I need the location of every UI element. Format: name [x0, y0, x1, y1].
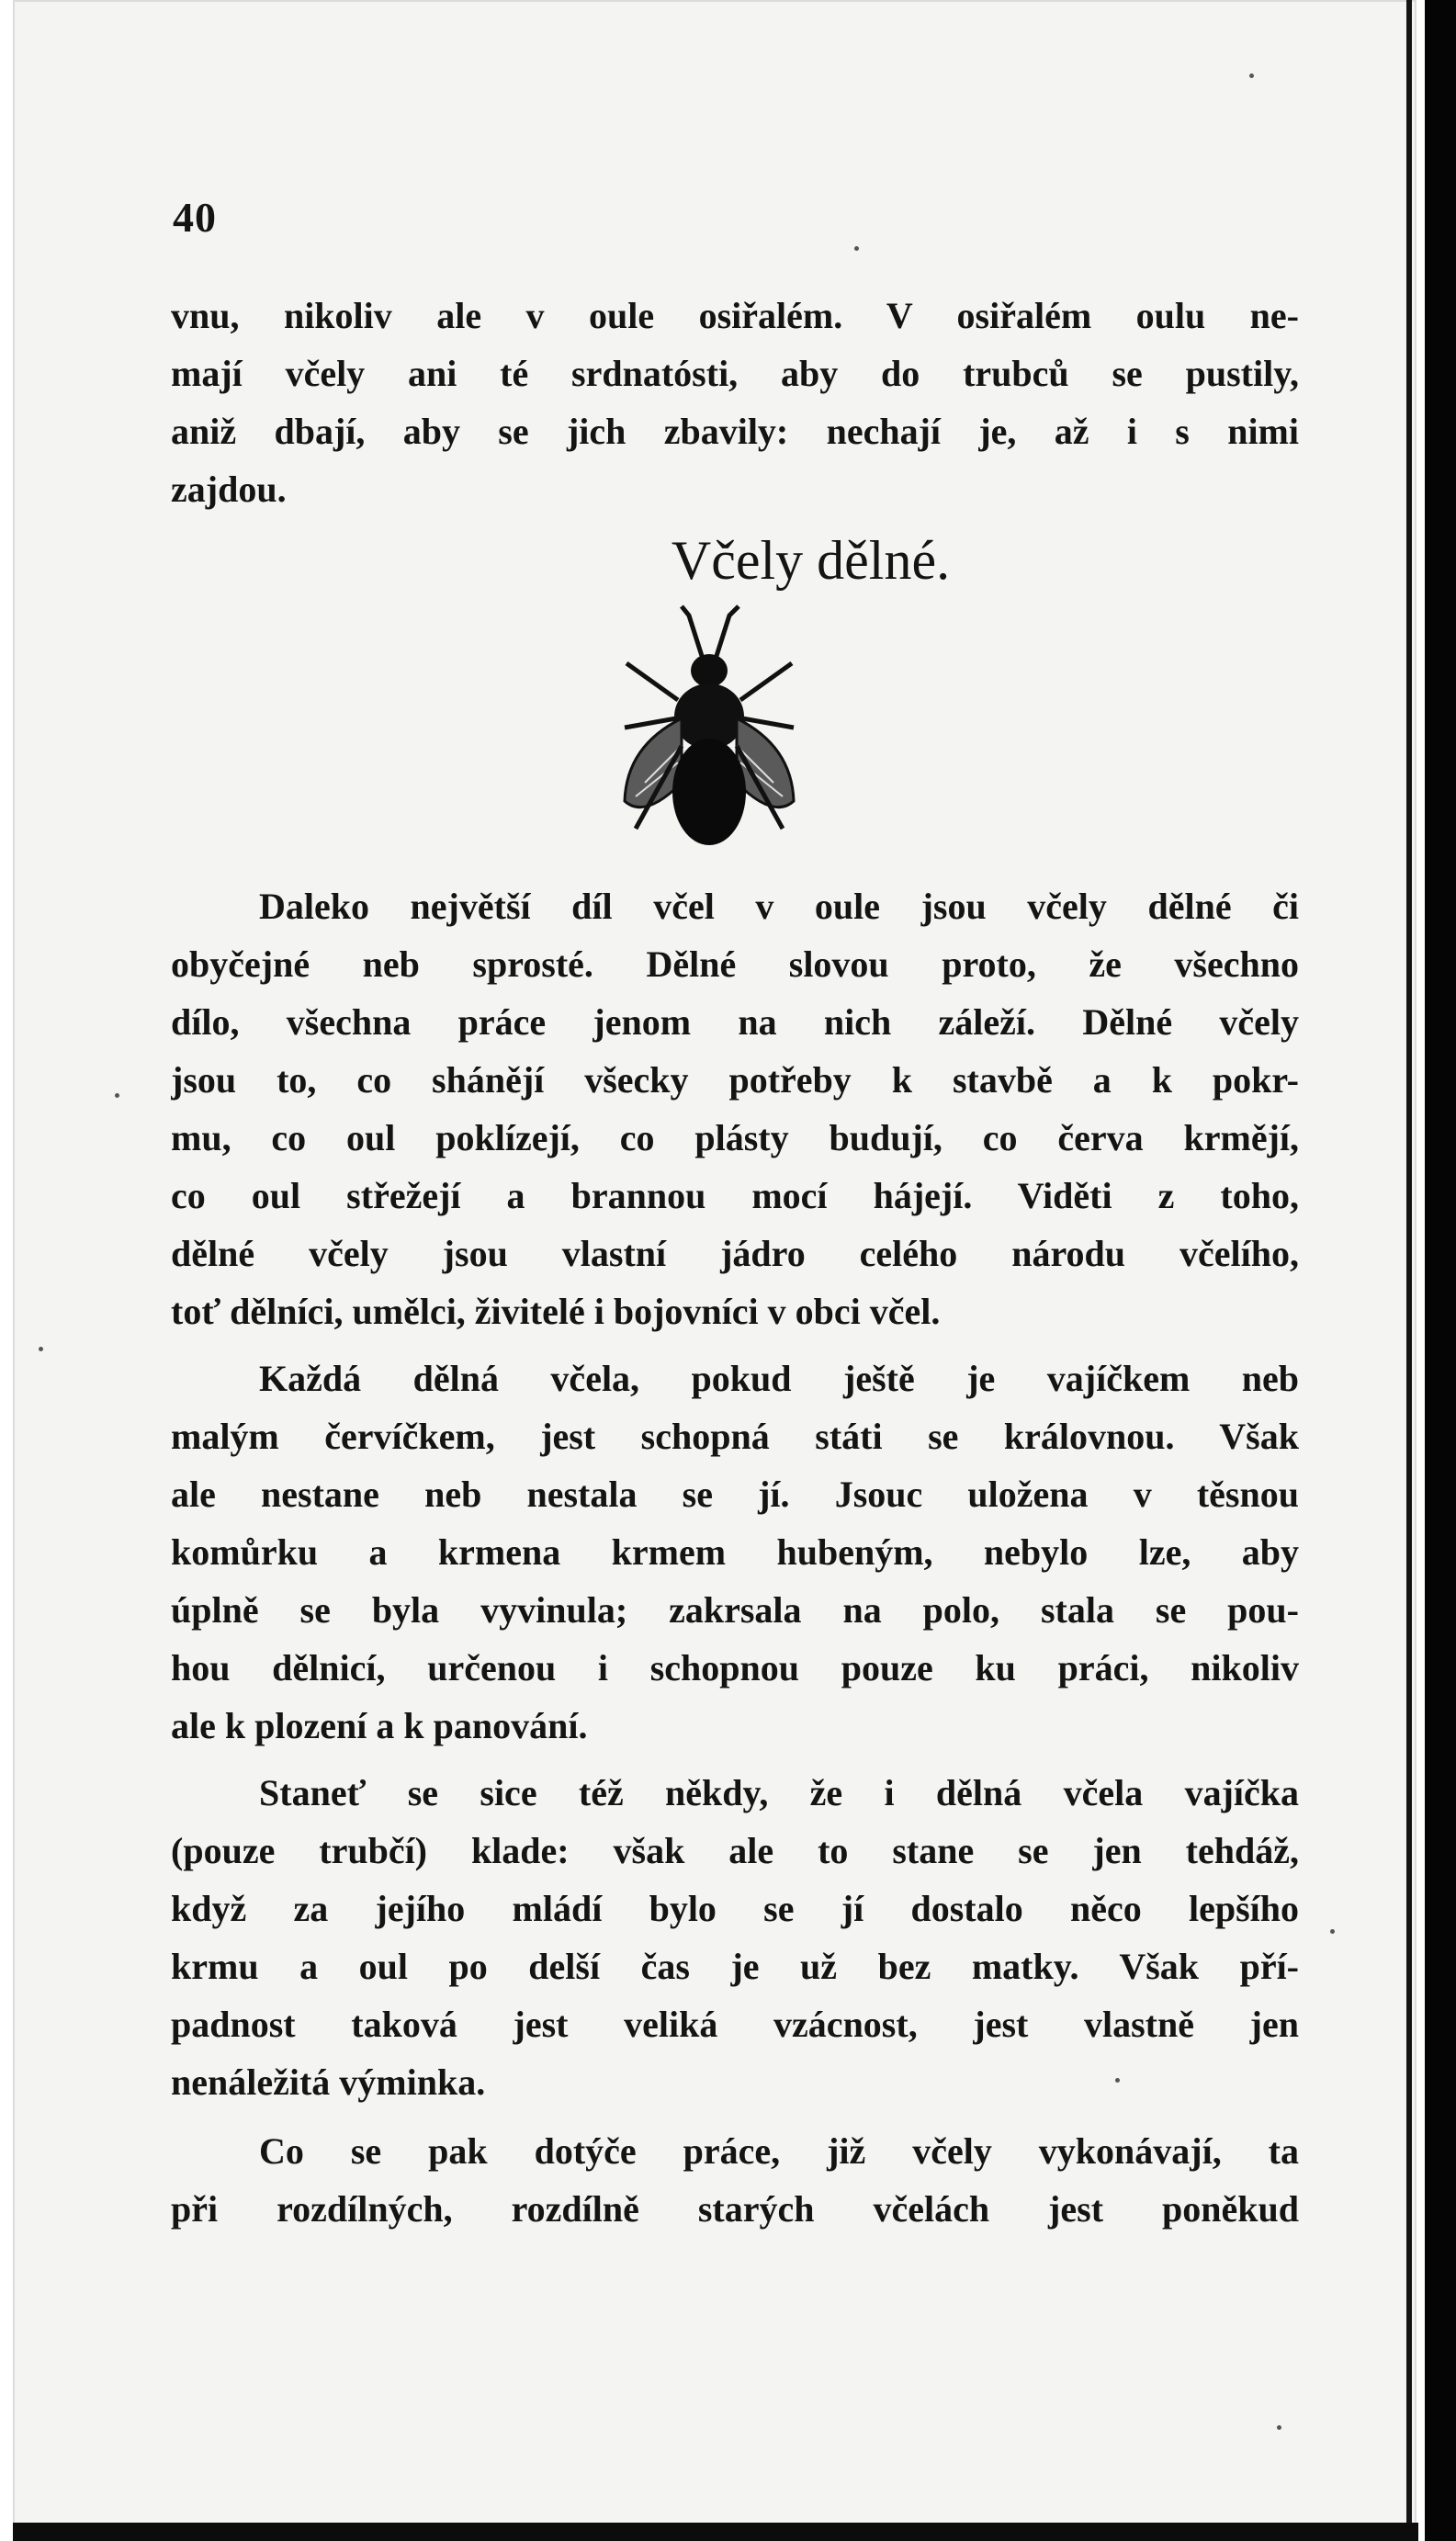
- text-line: Co se pak dotýče práce, již včely vykonávají, ta: [259, 2130, 1299, 2172]
- text-line: co oul střežejí a brannou mocí hájejí. Viděti z toho,: [171, 1175, 1299, 1216]
- intro-text: [171, 287, 1299, 518]
- paragraph-4: [171, 2122, 1299, 2238]
- text-line: toť dělníci, umělci, živitelé i bojovníci v obci včel.: [171, 1291, 941, 1332]
- text-line: padnost taková jest veliká vzácnost, jest vlastně jen: [171, 2004, 1299, 2045]
- text-line: dílo, všechna práce jenom na nich záleží. Dělné včely: [171, 1001, 1299, 1043]
- scan-border-right: [1425, 0, 1456, 2541]
- scan-speck: [1115, 2078, 1120, 2083]
- text-line: když za jejího mládí bylo se jí dostalo něco lepšího: [171, 1888, 1299, 1929]
- text-line: mají včely ani té srdnatósti, aby do trubců se pustily,: [171, 353, 1299, 394]
- text-line: malým červíčkem, jest schopná státi se královnou. Však: [171, 1416, 1299, 1457]
- scan-speck: [854, 246, 859, 251]
- text-line: vnu, nikoliv ale v oule osiřalém. V osiřalém oulu ne-: [171, 295, 1299, 336]
- scan-border-bottom: [13, 2523, 1418, 2541]
- text-line: úplně se byla vyvinula; zakrsala na polo, stala se pou-: [171, 1589, 1299, 1631]
- worker-bee-illustration: [617, 599, 801, 865]
- text-line: nenáležitá výminka.: [171, 2061, 486, 2103]
- text-line: zajdou.: [171, 469, 287, 510]
- paragraph-2: [171, 1350, 1299, 1755]
- text-line: dělné včely jsou vlastní jádro celého národu včelího,: [171, 1233, 1299, 1274]
- scan-speck: [39, 1347, 43, 1351]
- text-line: Každá dělná včela, pokud ještě je vajíčkem neb: [259, 1358, 1299, 1399]
- text-line: ale nestane neb nestala se jí. Jsouc uložena v těsnou: [171, 1474, 1299, 1515]
- text-line: mu, co oul poklízejí, co plásty budují, co červa krmějí,: [171, 1117, 1299, 1158]
- text-line: aniž dbají, aby se jich zbavily: nechají je, až i s nimi: [171, 411, 1299, 452]
- text-line: krmu a oul po delší čas je už bez matky. Však pří-: [171, 1946, 1299, 1987]
- page-edge-shadow: [1406, 0, 1412, 2541]
- text-line: (pouze trubčí) klade: však ale to stane se jen tehdáž,: [171, 1830, 1299, 1871]
- scan-speck: [1330, 1929, 1335, 1934]
- paragraph-1: [171, 877, 1299, 1340]
- text-line: jsou to, co shánějí všecky potřeby k stavbě a k pokr-: [171, 1059, 1299, 1101]
- scan-speck: [1277, 2425, 1281, 2430]
- text-line: Daleko největší díl včel v oule jsou včely dělné či: [259, 886, 1299, 927]
- scan-speck: [1249, 73, 1254, 78]
- text-line: při rozdílných, rozdílně starých včelách jest poněkud: [171, 2188, 1299, 2230]
- page-number: 40: [173, 194, 217, 241]
- text-line: ale k plození a k panování.: [171, 1705, 588, 1746]
- text-line: hou dělnicí, určenou i schopnou pouze ku práci, nikoliv: [171, 1647, 1299, 1688]
- scan-speck: [115, 1093, 119, 1098]
- text-line: Staneť se sice též někdy, že i dělná včela vajíčka: [259, 1772, 1299, 1813]
- section-heading: Včely dělné.: [671, 530, 951, 591]
- paragraph-3: [171, 1764, 1299, 2111]
- text-line: obyčejné neb sprosté. Dělné slovou proto, že všechno: [171, 943, 1299, 985]
- text-line: komůrku a krmena krmem hubeným, nebylo lze, aby: [171, 1531, 1299, 1573]
